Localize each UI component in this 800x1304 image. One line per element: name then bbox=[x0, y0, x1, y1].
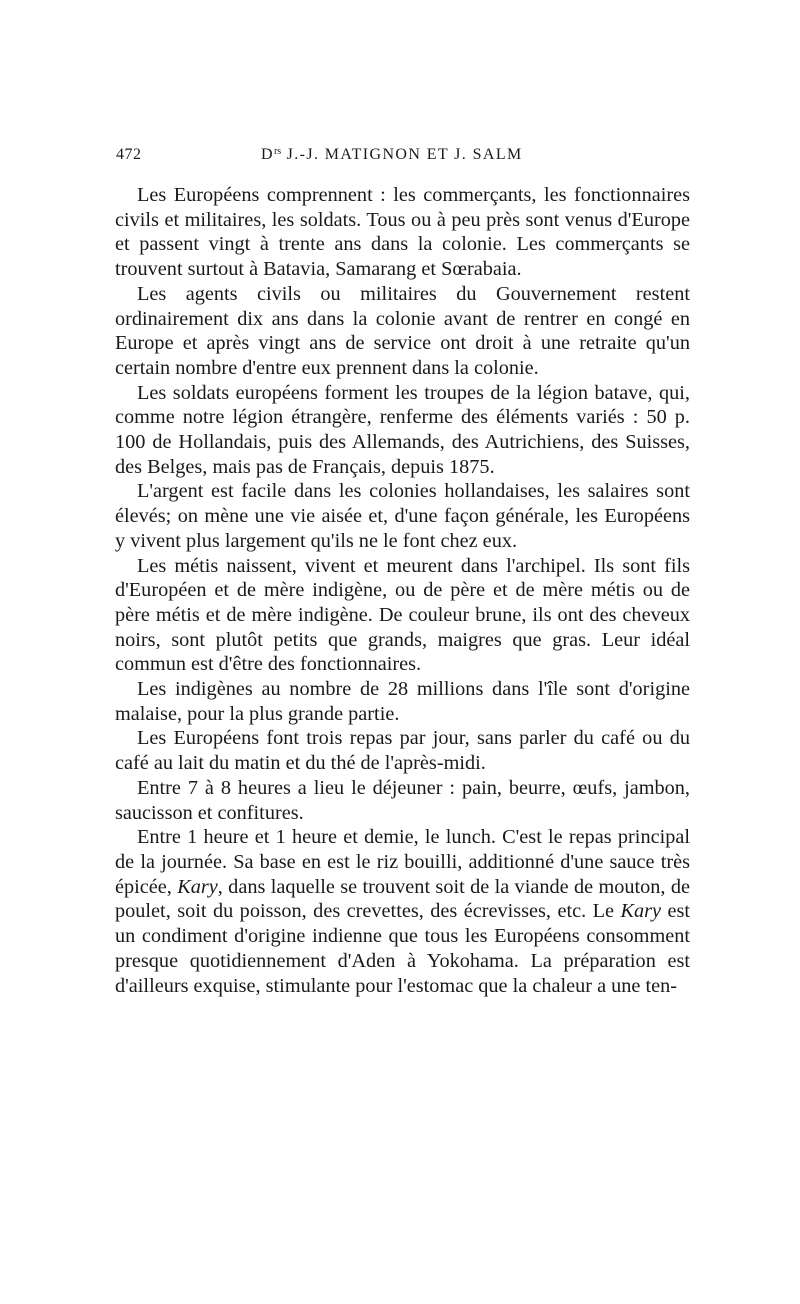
paragraph: Les Européens font trois repas par jour, sans parler du café ou du café au lait du matin et du thé de l'après-midi. bbox=[115, 727, 690, 775]
paragraph: Les indigènes au nombre de 28 millions dans l'île sont d'origine malaise, pour la plus grande partie. bbox=[115, 678, 690, 725]
authors-prefix-sup: rs bbox=[273, 146, 282, 157]
paragraph: L'argent est facile dans les colonies hollandaises, les salaires sont élevés; on mène une vie aisée et, d'une façon générale, les Européens y vivent plus largement qu'ils ne le font chez eux. bbox=[115, 480, 690, 552]
kary-term: Kary bbox=[620, 900, 662, 923]
kary-term: Kary bbox=[177, 875, 218, 898]
paragraph: Entre 7 à 8 heures a lieu le déjeuner : pain, beurre, œufs, jambon, saucisson et confitures. bbox=[115, 776, 690, 824]
paragraph: Les métis naissent, vivent et meurent dans l'archipel. Ils sont fils d'Européen et de mère indigène, ou de père et de mère métis ou de père métis et de mère indigène. De couleur brune, ils ont des cheveux noirs, sont plutôt petits que grands, maigres que gras. Leur idéal commun est d'être des fonctionnaires. bbox=[115, 554, 690, 676]
authors-names: J.-J. MATIGNON ET J. SALM bbox=[281, 146, 523, 163]
page-number: 472 bbox=[116, 146, 142, 163]
paragraph: Les agents civils ou militaires du Gouvernement restent ordinairement dix ans dans la colonie avant de rentrer en congé en Europe et après vingt ans de service ont droit à une retraite qu'un certain nombre d'entre eux prennent dans la colonie. bbox=[115, 282, 690, 379]
authors-prefix: D bbox=[261, 146, 274, 163]
body-text bbox=[115, 183, 690, 998]
lunch-text-part-1: Entre 1 heure et 1 heure et demie, le lunch. C'est le repas principal de la journée. Sa base en est le riz bouilli, additionné d'une sauce très épicée, bbox=[115, 826, 690, 898]
running-head-title bbox=[261, 146, 523, 164]
paragraph: Les Européens comprennent : les commerçants, les fonctionnaires civils et militaires, les soldats. Tous ou à peu près sont venus d'Europe et passent vingt à trente ans dans la colonie. Les commerçants se trouvent surtout à Batavia, Samarang et Sœrabaia. bbox=[115, 184, 690, 281]
running-header bbox=[116, 146, 688, 170]
paragraph: Les soldats européens forment les troupes de la légion batave, qui, comme notre légion étrangère, renferme des éléments variés : 50 p. 100 de Hollandais, puis des Allemands, des Autrichiens, des Suisses, des Belges, mais pas de Français, depuis 1875. bbox=[115, 381, 690, 478]
lunch-text-part-2: , dans laquelle se trouvent soit de la viande de mouton, de poulet, soit du poisson, des crevettes, des écrevisses, etc. Le bbox=[115, 875, 690, 923]
lunch-text-part-3: est un condiment d'origine indienne que tous les Européens consomment presque quotidiennement d'Aden à Yokohama. La préparation est d'ailleurs exquise, stimulante pour l'estomac que la chaleur a une ten- bbox=[115, 900, 690, 997]
paragraph-lunch bbox=[115, 825, 690, 998]
